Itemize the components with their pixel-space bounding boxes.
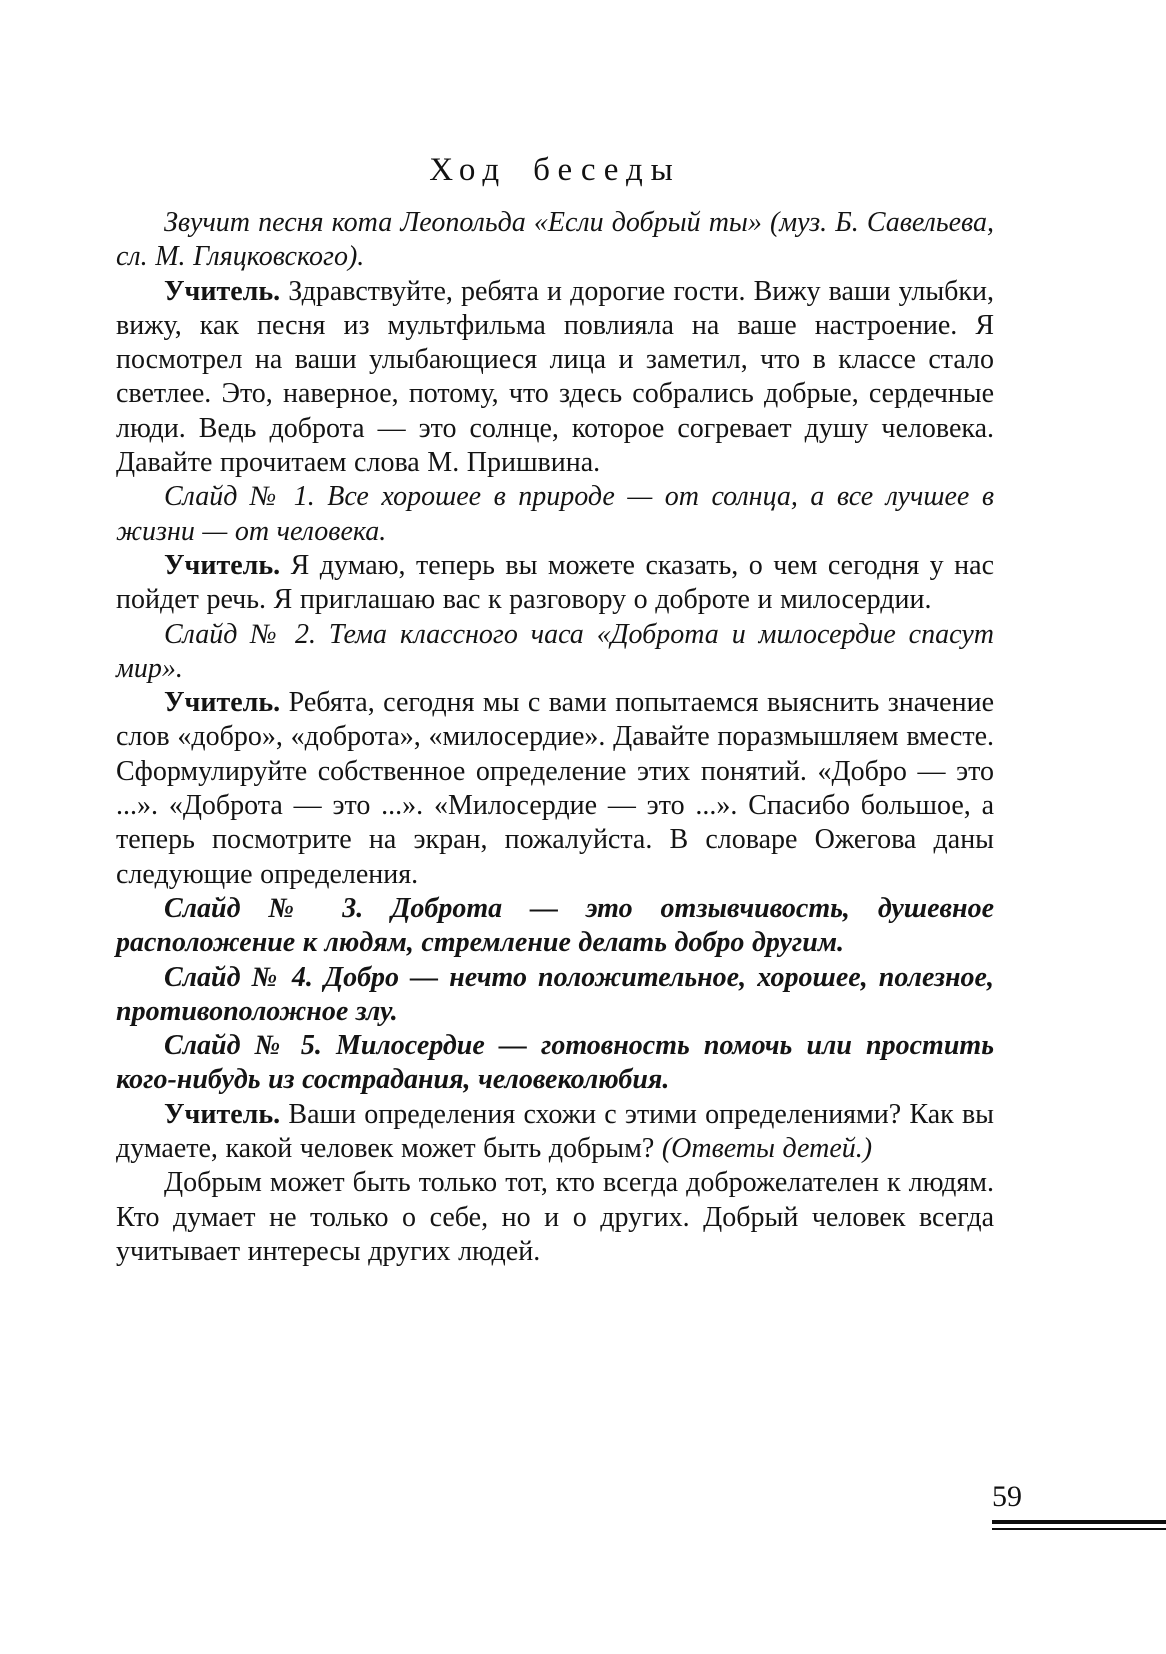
slide-1-caption: Слайд № 1. Все хорошее в природе — от солнца, а все лучшее в жизни — от человека. xyxy=(116,481,994,547)
teacher-speech-text: Здравствуйте, ребята и дорогие гости. Вижу ваши улыбки, вижу, как песня из мультфильма повлияла на ваше настроение. Я посмотрел на ваши улыбающиеся лица и заметил, что в классе стало светлее. Это, наверное, потому, что здесь собрались добрые, сердечные люди. Ведь доброта — это солнце, которое согревает душу человека. Давайте прочитаем слова М. Пришвина. xyxy=(116,275,994,479)
answer-paragraph: Добрым может быть только тот, кто всегда доброжелателен к людям. Кто думает не только о себе, но и о других. Добрый человек всегда учитывает интересы других людей. xyxy=(116,1167,994,1267)
speaker-label: Учитель. xyxy=(164,275,281,307)
text-block xyxy=(116,206,994,1269)
teacher-speech-text: Ребята, сегодня мы с вами попытаемся выяснить значение слов «добро», «доброта», «милосердие». Давайте поразмышляем вместе. Сформулируйте собственное определение этих понятий. «Добро — это ...». «Доброта — это ...». «Милосердие — это ...». Спасибо большое, а теперь посмотрите на экран, пожалуйста. В словаре Ожегова даны следующие определения. xyxy=(116,687,994,890)
slide-2-caption: Слайд № 2. Тема классного часа «Доброта и милосердие спасут мир». xyxy=(116,618,994,684)
footer-rule xyxy=(992,1520,1166,1530)
page-title: Ход беседы xyxy=(429,152,681,188)
teacher-speech-text: Я думаю, теперь вы можете сказать, о чем сегодня у нас пойдет речь. Я приглашаю вас к разговору о доброте и милосердии. xyxy=(116,549,995,616)
teacher-paragraph-2 xyxy=(116,549,994,618)
page-number: 59 xyxy=(992,1480,1022,1513)
teacher-paragraph-3 xyxy=(116,686,994,892)
slide-5-definition: Слайд № 5. Милосердие — готовность помочь или простить кого-нибудь из сострадания, человеколюбия. xyxy=(116,1030,994,1096)
teacher-paragraph-4 xyxy=(116,1098,994,1167)
slide-3-definition: Слайд № 3. Доброта — это отзывчивость, душевное расположение к людям, стремление делать добро другим. xyxy=(116,892,994,959)
speaker-label: Учитель. xyxy=(164,549,281,581)
stage-direction-paragraph: Звучит песня кота Леопольда «Если добрый ты» (муз. Б. Савельева, сл. М. Гляцковского). xyxy=(116,207,994,273)
speaker-label: Учитель. xyxy=(164,1098,281,1130)
teacher-speech-text: Ваши определения схожи с этими определениями? Как вы думаете, какой человек может быть добрым? xyxy=(116,1098,994,1165)
children-answers-note: (Ответы детей.) xyxy=(661,1133,873,1165)
slide-4-definition: Слайд № 4. Добро — нечто положительное, хорошее, полезное, противоположное злу. xyxy=(116,961,994,1027)
speaker-label: Учитель. xyxy=(164,687,281,719)
teacher-paragraph-1 xyxy=(116,275,994,481)
